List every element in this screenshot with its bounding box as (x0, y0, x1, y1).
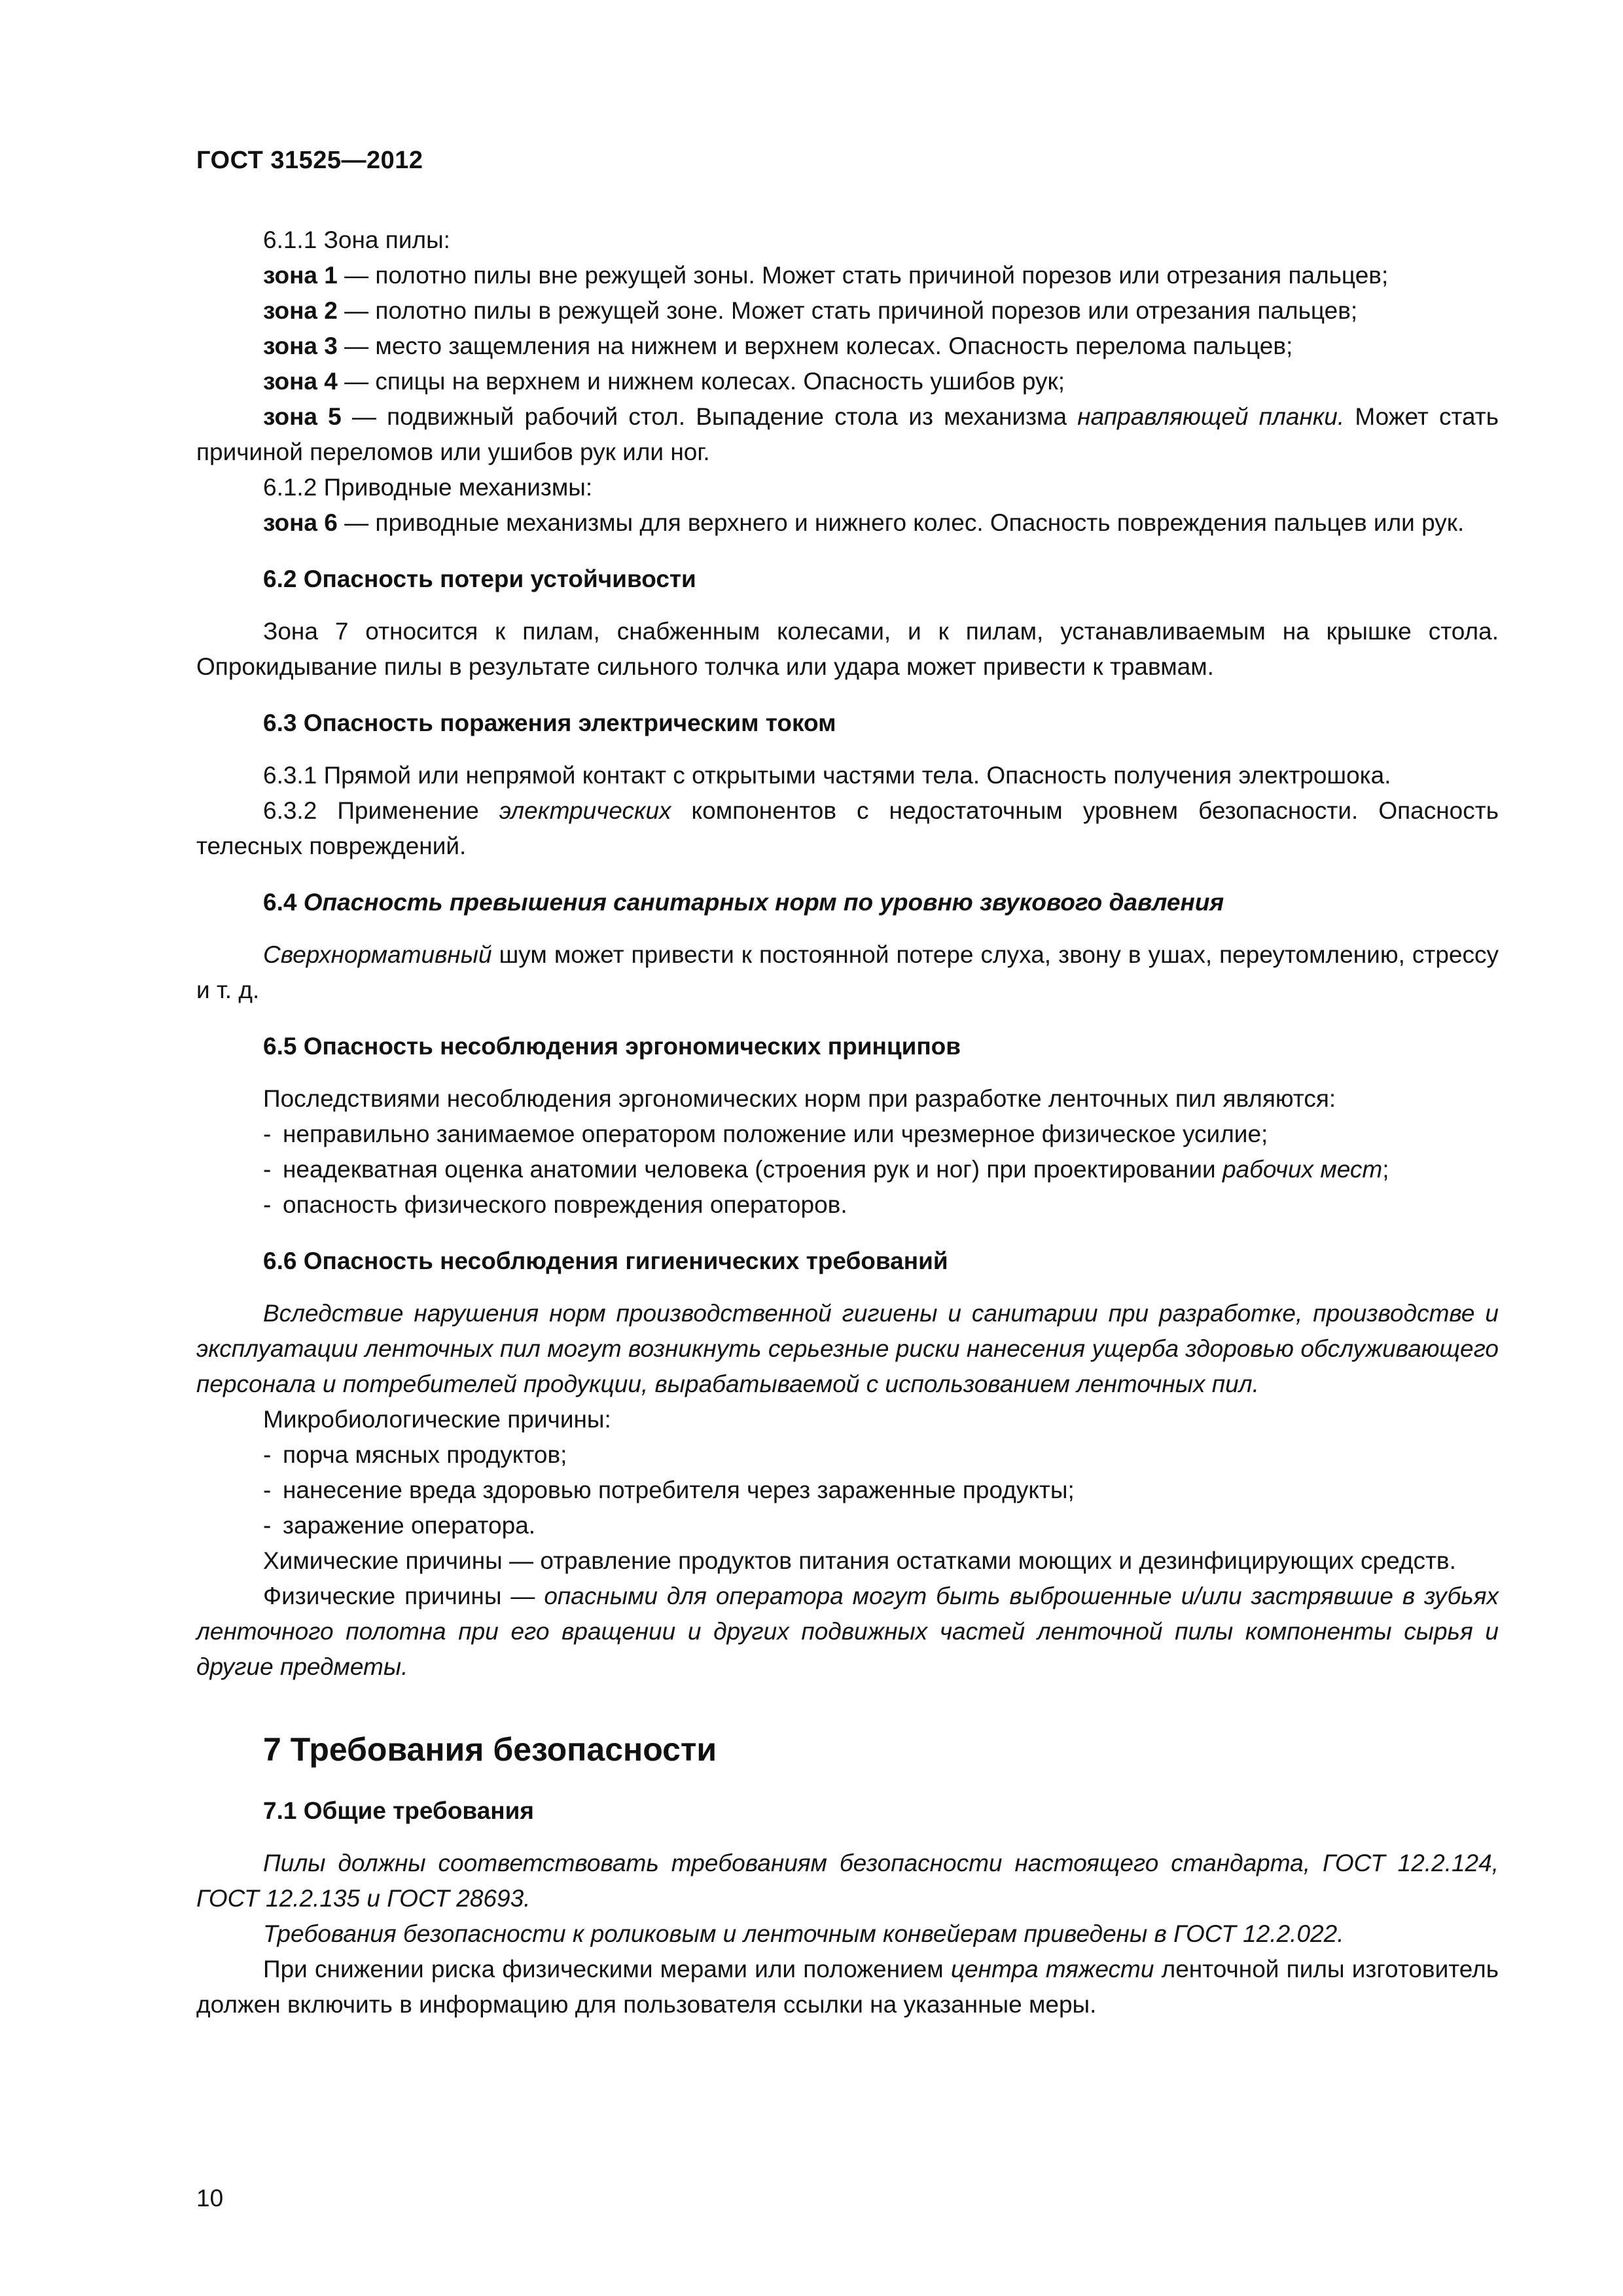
zone-5-item (196, 399, 1499, 470)
section-6-5-heading: 6.5 Опасность несоблюдения эргономических принципов (263, 1033, 961, 1060)
list-item-italic: рабочих мест (1222, 1156, 1383, 1183)
dash-marker: - (263, 1512, 272, 1539)
section-6-4-italic: Сверхнормативный (263, 941, 492, 968)
section-6-4-number: 6.4 (263, 889, 304, 916)
zone-1-text: — полотно пилы вне режущей зоны. Может стать причиной порезов или отрезания пальцев; (337, 262, 1389, 289)
zone-2-text: — полотно пилы в режущей зоне. Может стать причиной порезов или отрезания пальцев; (337, 297, 1358, 324)
section-6-4-title: Опасность превышения санитарных норм по уровню звукового давления (303, 889, 1224, 916)
section-6-6-heading: 6.6 Опасность несоблюдения гигиенических требований (263, 1247, 948, 1274)
chemical-causes: Химические причины — отравление продуктов питания остатками моющих и дезинфицирующих средств. (263, 1547, 1456, 1574)
page-number: 10 (196, 2185, 224, 2212)
document-body (196, 223, 1499, 2022)
section-6-3-2-lead: 6.3.2 Применение (263, 797, 499, 824)
section-6-3-1-text: 6.3.1 Прямой или непрямой контакт с открытыми частями тела. Опасность получения электрошока. (263, 762, 1391, 789)
zone-6-label: зона 6 (263, 509, 338, 536)
section-6-3-2-rest: компонентов с недостаточным уровнем безопасности. Опасность телесных повреждений. (196, 797, 1499, 859)
list-item-text: порча мясных продуктов; (283, 1441, 567, 1468)
list-item-lead: неадекватная оценка анатомии человека (строения рук и ног) при проектировании (283, 1156, 1222, 1183)
section-6-1-1-title: 6.1.1 Зона пилы: (263, 226, 450, 253)
micro-causes-label: Микробиологические причины: (263, 1406, 611, 1433)
zone-3-item (196, 329, 1499, 364)
section-7-1-text-1 (196, 1846, 1499, 1916)
section-7-heading: 7 Требования безопасности (263, 1731, 717, 1768)
section-6-5-intro: Последствиями несоблюдения эргономических норм при разработке ленточных пил являются: (263, 1085, 1336, 1112)
list-item-text: неправильно занимаемое оператором положение или чрезмерное физическое усилие; (283, 1121, 1268, 1147)
section-6-4-rest: шум может привести к постоянной потере слуха, звону в ушах, переутомлению, стрессу и т. д. (196, 941, 1499, 1003)
physical-causes-italic: опасными для оператора могут быть выброшенные и/или застрявшие в зубьях ленточного полотна при его вращении и других подвижных частей ленточной пилы компоненты сырья и другие предметы. (196, 1583, 1499, 1680)
list-item-text: нанесение вреда здоровью потребителя через зараженные продукты; (283, 1477, 1075, 1503)
document-header: ГОСТ 31525—2012 (196, 147, 423, 174)
section-7-1-lead: При снижении риска физическими мерами или положением (263, 1956, 951, 1982)
section-6-3-heading: 6.3 Опасность поражения электрическим током (263, 709, 836, 736)
zone-1-label: зона 1 (263, 262, 338, 289)
section-6-2-heading: 6.2 Опасность потери устойчивости (263, 565, 696, 592)
section-6-2-text: Зона 7 относится к пилам, снабженным колесами, и к пилам, устанавливаемым на крышке стола. Опрокидывание пилы в результате сильного толчка или удара может привести к травмам. (196, 618, 1499, 680)
section-6-4-text (196, 937, 1499, 1008)
physical-causes-lead: Физические причины — (263, 1583, 544, 1609)
list-item-end: ; (1382, 1156, 1389, 1183)
zone-4-item (196, 364, 1499, 399)
section-6-6-text (196, 1296, 1499, 1402)
zone-5-italic: направляющей планки. (1077, 403, 1345, 430)
dash-marker: - (263, 1441, 272, 1468)
list-item (196, 1473, 1499, 1508)
section-7-1-text-3 (196, 1952, 1499, 2022)
section-7-1-text-2 (196, 1916, 1499, 1952)
section-7-1-italic-2: Требования безопасности к роликовым и ленточным конвейерам приведены в ГОСТ 12.2.022. (263, 1920, 1344, 1947)
section-7-1-heading: 7.1 Общие требования (263, 1797, 534, 1824)
zone-2-label: зона 2 (263, 297, 338, 324)
list-item (196, 1152, 1499, 1187)
physical-causes (196, 1579, 1499, 1685)
dash-marker: - (263, 1121, 272, 1147)
section-6-4-heading (196, 885, 1499, 920)
zone-5-text: — подвижный рабочий стол. Выпадение стола из механизма (341, 403, 1078, 430)
list-item-text: заражение оператора. (283, 1512, 536, 1539)
dash-marker: - (263, 1191, 272, 1218)
list-item (196, 1437, 1499, 1473)
dash-marker: - (263, 1477, 272, 1503)
section-6-3-2-italic: электрических (499, 797, 671, 824)
list-item (196, 1187, 1499, 1223)
section-7-1-italic-3: центра тяжести (950, 1956, 1154, 1982)
list-item (196, 1117, 1499, 1152)
zone-6-text: — приводные механизмы для верхнего и нижнего колес. Опасность повреждения пальцев или рук. (337, 509, 1465, 536)
zone-2-item (196, 293, 1499, 329)
section-6-6-italic: Вследствие нарушения норм производственной гигиены и санитарии при разработке, производстве и эксплуатации ленточных пил могут возникнуть серьезные риски нанесения ущерба здоровью обслуживающего персонала и потребителей продукции, вырабатываемой с использованием ленточных пил. (196, 1300, 1499, 1397)
section-6-3-2-text (196, 793, 1499, 864)
zone-4-label: зона 4 (263, 368, 338, 395)
list-item-text (283, 1152, 1389, 1187)
list-item-text: опасность физического повреждения операторов. (283, 1191, 847, 1218)
list-item (196, 1508, 1499, 1543)
section-7-1-rest: ленточной пилы изготовитель должен включить в информацию для пользователя ссылки на указанные меры. (196, 1956, 1499, 2018)
section-6-1-2-title: 6.1.2 Приводные механизмы: (263, 474, 593, 501)
zone-1-item (196, 258, 1499, 293)
zone-5-label: зона 5 (263, 403, 342, 430)
zone-5-text-end: Может стать причиной переломов или ушибов рук или ног. (196, 403, 1499, 465)
section-7-1-italic-1: Пилы должны соответствовать требованиям безопасности настоящего стандарта, ГОСТ 12.2.124, ГОСТ 12.2.135 и ГОСТ 28693. (196, 1850, 1499, 1912)
zone-3-label: зона 3 (263, 332, 338, 359)
dash-marker: - (263, 1156, 272, 1183)
zone-4-text: — спицы на верхнем и нижнем колесах. Опасность ушибов рук; (337, 368, 1065, 395)
zone-6-item (196, 505, 1499, 541)
zone-3-text: — место защемления на нижнем и верхнем колесах. Опасность перелома пальцев; (337, 332, 1293, 359)
